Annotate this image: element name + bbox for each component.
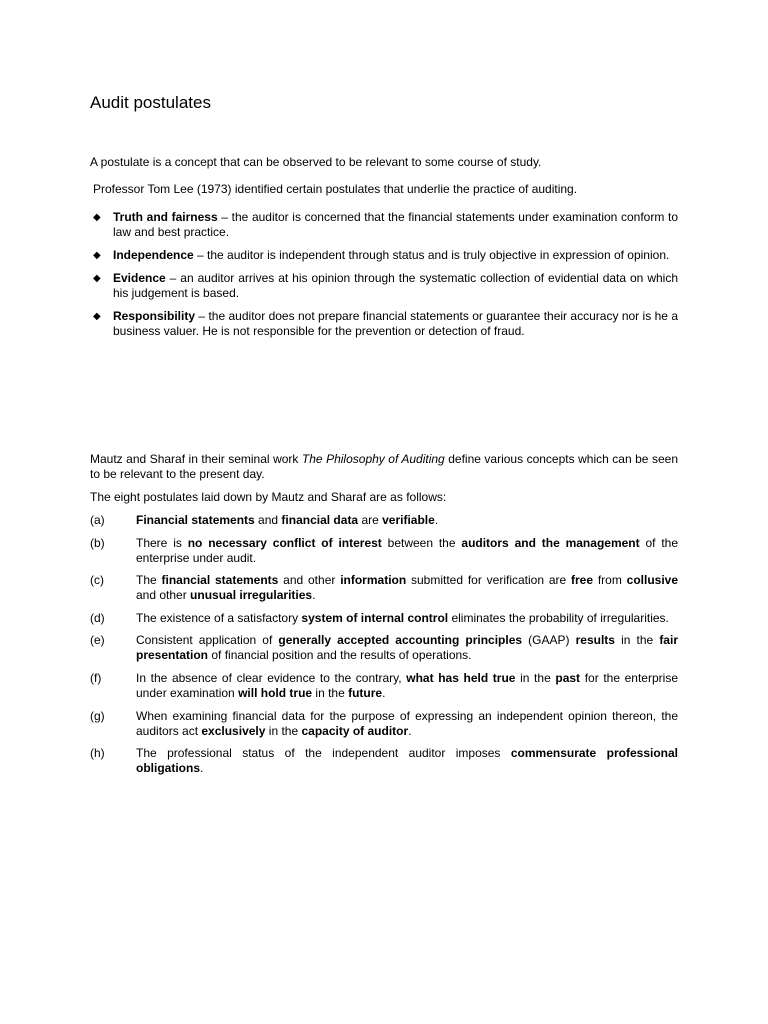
postulate-text: from [593, 573, 627, 588]
list-item [90, 633, 678, 663]
postulate-text: – the auditor is independent through status and is truly objective in expression of opinion. [193, 248, 670, 262]
list-item [90, 248, 678, 263]
postulate-text: . [408, 723, 412, 738]
postulate-text: between the [381, 535, 462, 550]
list-item [90, 309, 678, 339]
postulate-text: . [200, 761, 204, 776]
postulate-text: and other [278, 573, 341, 588]
postulate-text: The existence of a satisfactory [136, 610, 302, 625]
postulate-text: In the absence of clear evidence to the contrary, [136, 670, 407, 685]
postulate-key-phrase: unusual irregularities [190, 588, 313, 603]
intro-paragraph-1: A postulate is a concept that can be observed to be relevant to some course of study. [90, 155, 542, 169]
lee-postulates-list [90, 210, 678, 347]
postulate-letter: (b) [90, 535, 105, 550]
postulate-text: in the [312, 685, 349, 700]
postulate-text: (GAAP) [522, 633, 576, 648]
postulate-text: There is [136, 535, 188, 550]
postulate-key-phrase: future [348, 685, 383, 700]
postulate-key-phrase: no necessary conflict of interest [187, 535, 382, 550]
list-item [90, 573, 678, 603]
postulate-key-phrase: auditors and the management [461, 535, 640, 550]
list-item [90, 671, 678, 701]
postulate-letter: (a) [90, 513, 105, 527]
postulate-key-phrase: financial statements [161, 573, 279, 588]
postulate-letter: (h) [90, 746, 105, 761]
postulate-term: Evidence [113, 271, 166, 285]
list-item [90, 513, 678, 528]
postulate-letter: (c) [90, 573, 104, 588]
postulate-letter: (d) [90, 610, 105, 625]
postulate-key-phrase: what has held true [406, 670, 516, 685]
postulate-key-phrase: verifiable [382, 513, 435, 527]
postulate-text: Consistent application of [136, 633, 279, 648]
postulate-term: Independence [113, 248, 194, 262]
postulate-text: . [434, 513, 439, 527]
postulate-text: of financial position and the results of operations. [208, 648, 472, 663]
diamond-bullet-icon: ◆ [93, 311, 101, 322]
postulate-letter: (f) [90, 670, 102, 685]
list-item [90, 709, 678, 739]
postulate-key-phrase: generally accepted accounting principles [278, 633, 523, 648]
postulate-key-phrase: fair presentation [136, 633, 678, 663]
postulate-term: Responsibility [113, 309, 196, 323]
postulate-text: . [382, 685, 386, 700]
postulate-text: for the enterprise under examination [136, 670, 678, 700]
postulate-key-phrase: collusive [626, 573, 679, 588]
list-item [90, 210, 678, 240]
mautz-paragraph-1 [90, 452, 678, 482]
postulate-letter: (g) [90, 708, 105, 723]
diamond-bullet-icon: ◆ [93, 212, 101, 223]
postulate-text: in the [614, 633, 660, 648]
postulate-text: and other [136, 588, 191, 603]
postulate-key-phrase: exclusively [201, 723, 266, 738]
list-item [90, 746, 678, 776]
intro-paragraph-2: Professor Tom Lee (1973) identified certain postulates that underlie the practice of auditing. [93, 182, 578, 196]
postulate-text: When examining financial data for the purpose of expressing an independent opinion thereon, the auditors act [136, 708, 678, 738]
postulate-text: of the enterprise under audit. [136, 535, 679, 565]
postulate-text: are [358, 513, 383, 527]
postulate-text: in the [265, 723, 302, 738]
postulate-text: – the auditor is concerned that the financial statements under examination conform to law and best practice. [113, 210, 678, 239]
postulate-text: submitted for verification are [406, 573, 571, 588]
postulate-text: eliminates the probability of irregularities. [448, 610, 669, 625]
page-title: Audit postulates [90, 93, 211, 112]
postulate-key-phrase: capacity of auditor [301, 723, 409, 738]
postulate-key-phrase: financial data [281, 513, 359, 527]
book-title: The Philosophy of Auditing [301, 452, 445, 466]
postulate-key-phrase: past [555, 670, 581, 685]
postulate-key-phrase: system of internal control [301, 610, 449, 625]
postulate-text: The professional status of the independent auditor imposes [136, 746, 511, 761]
postulate-key-phrase: commensurate professional obligations [136, 746, 678, 776]
mautz-text-after: define various concepts which can be seen to be relevant to the present day. [90, 452, 679, 481]
postulate-text: . [312, 588, 316, 603]
postulate-letter: (e) [90, 633, 105, 648]
postulate-text: – the auditor does not prepare financial statements or guarantee their accuracy nor is he a business valuer. He is not responsible for the prevention or detection of fraud. [113, 309, 678, 338]
postulate-text: – an auditor arrives at his opinion through the systematic collection of evidential data on which his judgement is based. [113, 271, 678, 300]
postulate-key-phrase: free [571, 573, 594, 588]
postulate-text: in the [515, 670, 556, 685]
diamond-bullet-icon: ◆ [93, 273, 101, 284]
postulate-key-phrase: Financial statements [136, 513, 255, 527]
list-item [90, 611, 678, 626]
postulate-key-phrase: will hold true [238, 685, 313, 700]
mautz-paragraph-2: The eight postulates laid down by Mautz and Sharaf are as follows: [90, 490, 447, 504]
mautz-text-before: Mautz and Sharaf in their seminal work [90, 452, 302, 466]
list-item [90, 271, 678, 301]
mautz-postulates-list [90, 513, 678, 784]
diamond-bullet-icon: ◆ [93, 250, 101, 261]
postulate-text: and [254, 513, 282, 527]
postulate-term: Truth and fairness [113, 210, 218, 224]
list-item [90, 536, 678, 566]
postulate-text: The [136, 573, 162, 588]
postulate-key-phrase: information [340, 573, 407, 588]
postulate-key-phrase: results [575, 633, 615, 648]
